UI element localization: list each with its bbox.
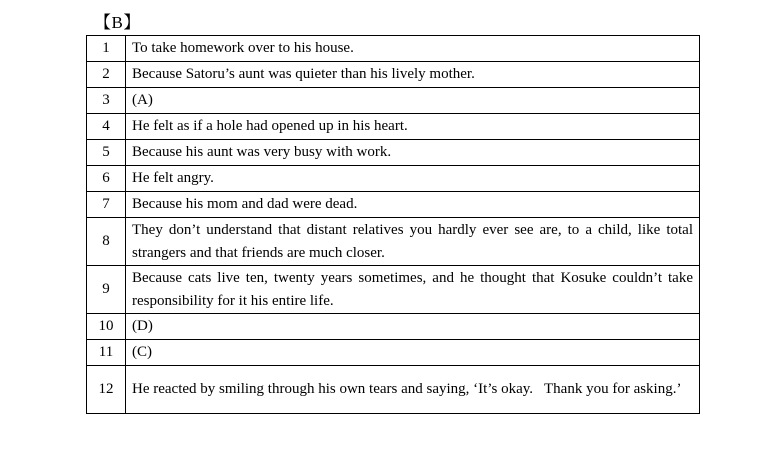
table-row — [87, 218, 700, 266]
row-answer: He felt angry. — [126, 166, 700, 192]
table-row — [87, 266, 700, 314]
table-row — [87, 140, 700, 166]
table-row — [87, 88, 700, 114]
row-answer: (C) — [126, 340, 700, 366]
row-answer: To take homework over to his house. — [126, 36, 700, 62]
table-row — [87, 314, 700, 340]
row-number: 8 — [87, 218, 126, 266]
row-number: 6 — [87, 166, 126, 192]
table-row — [87, 340, 700, 366]
row-answer: Because Satoru’s aunt was quieter than his lively mother. — [126, 62, 700, 88]
row-answer: They don’t understand that distant relatives you hardly ever see are, to a child, like total strangers and that friends are much closer. — [126, 218, 700, 266]
table-row — [87, 366, 700, 414]
row-number: 10 — [87, 314, 126, 340]
row-number: 7 — [87, 192, 126, 218]
row-number: 5 — [87, 140, 126, 166]
row-number: 11 — [87, 340, 126, 366]
row-answer: Because his mom and dad were dead. — [126, 192, 700, 218]
row-number: 12 — [87, 366, 126, 414]
section-label: 【B】 — [94, 13, 141, 32]
row-answer: Because his aunt was very busy with work. — [126, 140, 700, 166]
table-row — [87, 192, 700, 218]
row-answer: He reacted by smiling through his own tears and saying, ‘It’s okay. Thank you for asking.’ — [126, 366, 700, 414]
row-answer: (D) — [126, 314, 700, 340]
row-number: 4 — [87, 114, 126, 140]
row-answer: (A) — [126, 88, 700, 114]
row-number: 3 — [87, 88, 126, 114]
row-number: 9 — [87, 266, 126, 314]
table-row — [87, 62, 700, 88]
answer-table — [86, 35, 700, 414]
table-row — [87, 36, 700, 62]
row-answer: Because cats live ten, twenty years sometimes, and he thought that Kosuke couldn’t take responsibility for it his entire life. — [126, 266, 700, 314]
row-answer: He felt as if a hole had opened up in his heart. — [126, 114, 700, 140]
row-number: 2 — [87, 62, 126, 88]
row-number: 1 — [87, 36, 126, 62]
table-row — [87, 114, 700, 140]
table-row — [87, 166, 700, 192]
